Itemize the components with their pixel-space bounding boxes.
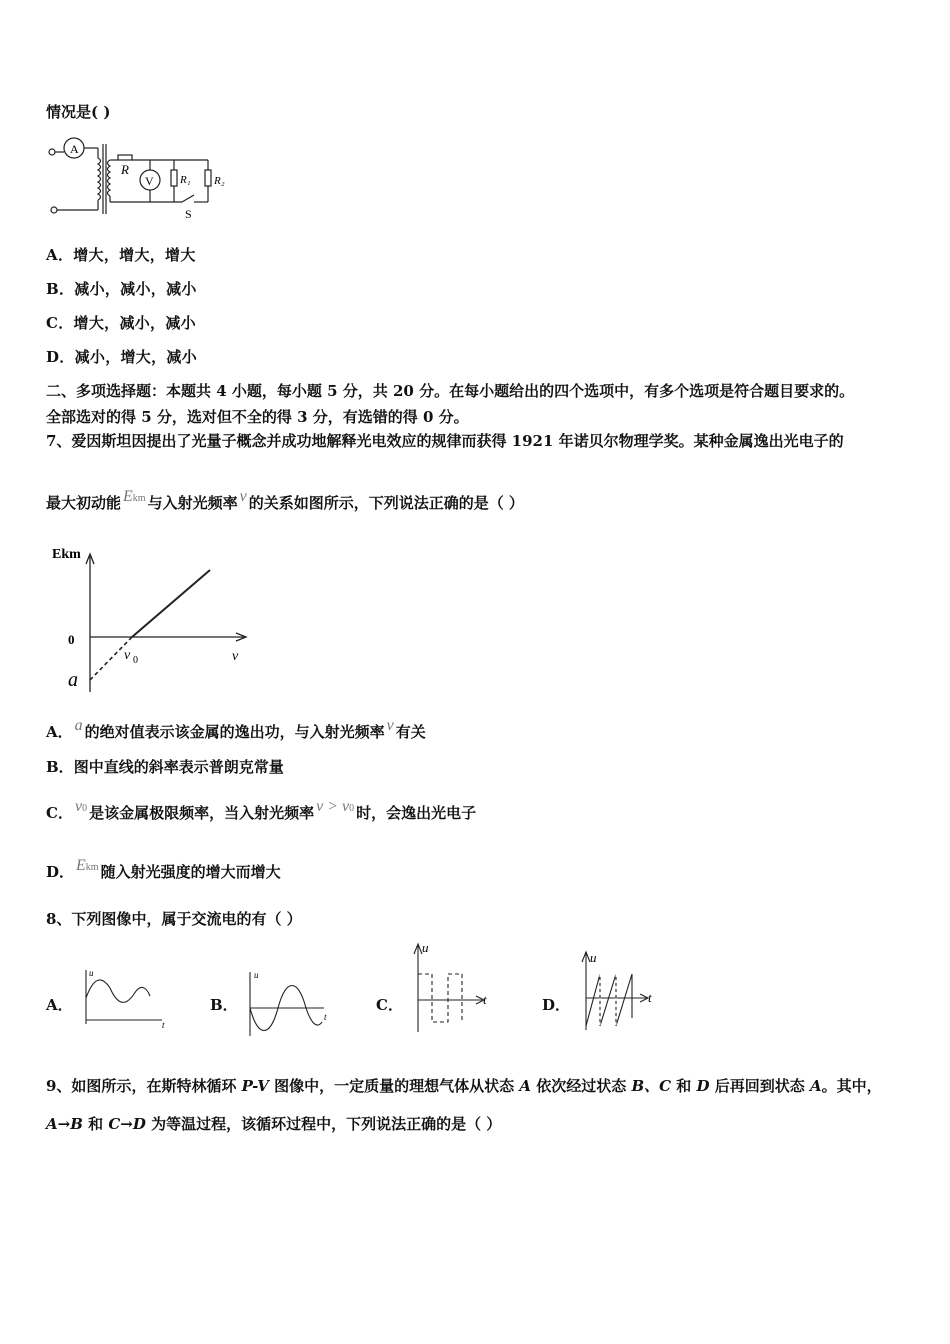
svg-text:a: a [68, 669, 78, 691]
q8-stem: 8、下列图像中，属于交流电的有（ ） [46, 910, 302, 928]
svg-text:R₂: R₂ [214, 175, 225, 187]
q8-option-d-graph [572, 946, 662, 1034]
svg-text:u: u [590, 950, 597, 965]
q7-option-a[interactable]: A． a 的绝对值表示该金属的逸出功，与入射光频率 v 有关 [46, 717, 426, 741]
svg-text:A: A [70, 142, 79, 156]
svg-text:v: v [124, 648, 131, 663]
q6-stem-end: 情况是( ) [46, 103, 111, 121]
q7-option-c[interactable]: C． v0 是该金属极限频率，当入射光频率 v > v0 时，会逸出光电子 [46, 798, 477, 822]
q9-stem-line1: 9、如图所示，在斯特林循环 P-V 图像中，一定质量的理想气体从状态 A 依次经过状态 B、C 和 D 后再回到状态 A。其中， [46, 1077, 882, 1095]
svg-text:R: R [121, 162, 129, 177]
svg-text:S: S [185, 207, 192, 221]
q7-stem-line1: 7、爱因斯坦因提出了光量子概念并成功地解释光电效应的规律而获得 1921 年诺贝尔物理学奖。某种金属逸出光电子的 [46, 432, 844, 450]
svg-text:Ekm: Ekm [52, 547, 81, 562]
q6-option-a[interactable]: A．增大，增大，增大 [46, 246, 196, 264]
svg-text:u: u [89, 968, 94, 978]
q8-option-c[interactable]: C． [376, 996, 403, 1014]
q8-option-a-graph [78, 966, 170, 1032]
q9-stem-line2: A→B 和 C→D 为等温过程，该循环过程中，下列说法正确的是（ ） [46, 1115, 502, 1133]
q7-option-d[interactable]: D． Ekm 随入射光强度的增大而增大 [46, 857, 281, 881]
section2-instructions-line2: 全部选对的得 5 分，选对但不全的得 3 分，有选错的得 0 分。 [46, 408, 469, 426]
q8-option-c-graph [404, 940, 496, 1036]
q7-stem-line2: 最大初动能 Ekm 与入射光频率 v 的关系如图所示，下列说法正确的是（ ） [46, 488, 524, 512]
svg-text:0: 0 [68, 632, 75, 647]
q7-ekm-line [132, 570, 210, 637]
svg-text:u: u [422, 940, 429, 955]
svg-text:t: t [324, 1012, 327, 1022]
q7-ekm-frequency-graph [50, 540, 250, 700]
svg-text:t: t [483, 992, 487, 1007]
q6-circuit-diagram [46, 134, 242, 224]
svg-text:t: t [648, 990, 652, 1005]
q6-option-b[interactable]: B．减小，减小，减小 [46, 280, 197, 298]
svg-text:t: t [162, 1020, 165, 1030]
q6-option-d[interactable]: D．减小，增大，减小 [46, 348, 198, 366]
q8-option-b-graph [240, 966, 336, 1038]
svg-text:u: u [254, 970, 259, 980]
q8-option-d[interactable]: D． [542, 996, 571, 1014]
svg-text:v: v [232, 649, 239, 664]
svg-text:0: 0 [133, 655, 138, 666]
q6-option-c[interactable]: C．增大，减小，减小 [46, 314, 196, 332]
q8-option-b[interactable]: B． [210, 996, 238, 1014]
svg-text:R₁: R₁ [180, 174, 191, 186]
svg-text:V: V [145, 174, 154, 188]
q8-option-a[interactable]: A． [46, 996, 73, 1014]
section2-instructions-line1: 二、多项选择题：本题共 4 小题，每小题 5 分，共 20 分。在每小题给出的四个选项中，有多个选项是符合题目要求的。 [46, 382, 855, 400]
q7-option-b[interactable]: B．图中直线的斜率表示普朗克常量 [46, 758, 284, 776]
